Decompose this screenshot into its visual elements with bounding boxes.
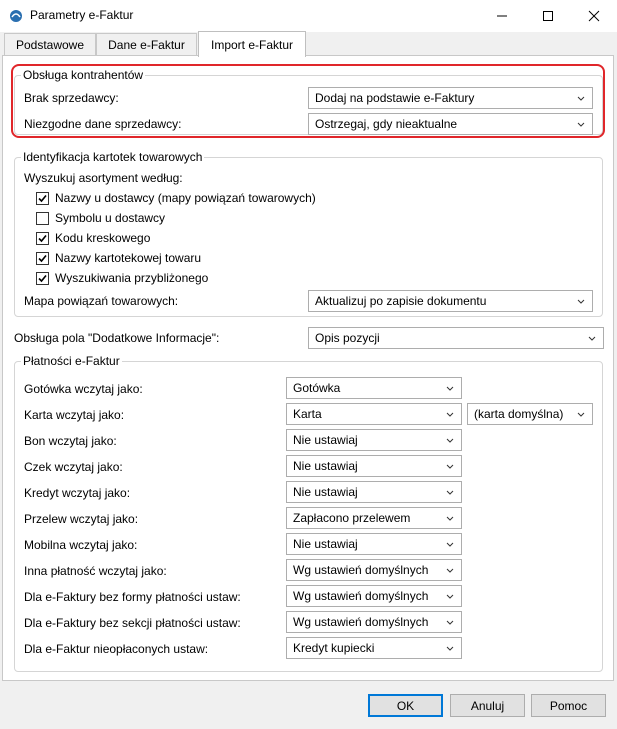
chevron-down-icon <box>576 296 586 306</box>
help-button[interactable]: Pomoc <box>531 694 606 717</box>
checkbox-barcode[interactable] <box>36 232 49 245</box>
chevron-down-icon <box>445 617 455 627</box>
payment-no-form-select[interactable] <box>286 585 462 607</box>
payment-unpaid-select[interactable] <box>286 637 462 659</box>
payment-row-label: Inna płatność wczytaj jako: <box>24 564 167 578</box>
payment-row-label: Dla e-Faktury bez sekcji płatności ustaw: <box>24 616 241 630</box>
chevron-down-icon <box>445 539 455 549</box>
payment-other-select[interactable] <box>286 559 462 581</box>
highlight-frame <box>11 64 605 138</box>
chevron-down-icon <box>445 435 455 445</box>
app-icon <box>9 9 23 23</box>
payment-row-label: Karta wczytaj jako: <box>24 408 125 422</box>
extra-info-label: Obsługa pola "Dodatkowe Informacje": <box>14 331 220 345</box>
map-value: Aktualizuj po zapisie dokumentu <box>315 294 487 308</box>
payment-value: Wg ustawień domyślnych <box>293 589 429 603</box>
payment-transfer-select[interactable] <box>286 507 462 529</box>
checkbox-barcode-label: Kodu kreskowego <box>55 231 151 245</box>
close-button[interactable] <box>571 0 617 32</box>
chevron-down-icon <box>445 513 455 523</box>
payment-value: Wg ustawień domyślnych <box>293 563 429 577</box>
payment-value: Wg ustawień domyślnych <box>293 615 429 629</box>
window-title: Parametry e-Faktur <box>30 8 134 22</box>
payments-legend: Płatności e-Faktur <box>23 354 120 368</box>
chevron-down-icon <box>445 591 455 601</box>
chevron-down-icon <box>445 383 455 393</box>
close-icon <box>588 10 600 22</box>
checkbox-supplier-symbol-label: Symbolu u dostawcy <box>55 211 166 225</box>
payment-value: Nie ustawiaj <box>293 433 358 447</box>
minimize-icon <box>496 10 508 22</box>
maximize-button[interactable] <box>525 0 571 32</box>
payment-card-default-select[interactable] <box>467 403 593 425</box>
missing-seller-label: Brak sprzedawcy: <box>24 91 119 105</box>
chevron-down-icon <box>445 487 455 497</box>
payment-row-label: Kredyt wczytaj jako: <box>24 486 131 500</box>
checkbox-fuzzy-search-label: Wyszukiwania przybliżonego <box>55 271 209 285</box>
payment-row-label: Gotówka wczytaj jako: <box>24 382 143 396</box>
checkmark-icon <box>37 193 48 204</box>
payment-value: Nie ustawiaj <box>293 459 358 473</box>
checkmark-icon <box>37 273 48 284</box>
payment-row-label: Dla e-Faktury bez formy płatności ustaw: <box>24 590 241 604</box>
checkbox-item-name[interactable] <box>36 252 49 265</box>
payment-value: Zapłacono przelewem <box>293 511 411 525</box>
payment-row-label: Mobilna wczytaj jako: <box>24 538 138 552</box>
payment-row-label: Bon wczytaj jako: <box>24 434 117 448</box>
extra-info-select[interactable] <box>308 327 604 349</box>
cancel-button[interactable]: Anuluj <box>450 694 525 717</box>
map-select[interactable] <box>308 290 593 312</box>
payment-value: Nie ustawiaj <box>293 537 358 551</box>
minimize-button[interactable] <box>479 0 525 32</box>
tab-podstawowe[interactable]: Podstawowe <box>4 33 96 55</box>
maximize-icon <box>542 10 554 22</box>
checkbox-item-name-label: Nazwy kartotekowej towaru <box>55 251 202 265</box>
checkmark-icon <box>37 233 48 244</box>
payment-value: Kredyt kupiecki <box>293 641 375 655</box>
chevron-down-icon <box>587 333 597 343</box>
payment-no-section-select[interactable] <box>286 611 462 633</box>
payment-row-label: Czek wczytaj jako: <box>24 460 123 474</box>
tab-dane-efaktur[interactable]: Dane e-Faktur <box>96 33 197 55</box>
chevron-down-icon <box>445 643 455 653</box>
tab-import-efaktur[interactable]: Import e-Faktur <box>198 31 306 57</box>
payment-cheque-select[interactable] <box>286 455 462 477</box>
checkbox-supplier-name[interactable] <box>36 192 49 205</box>
payment-credit-select[interactable] <box>286 481 462 503</box>
items-legend: Identyfikacja kartotek towarowych <box>23 150 203 164</box>
payment-voucher-select[interactable] <box>286 429 462 451</box>
search-by-label: Wyszukuj asortyment według: <box>24 171 183 185</box>
chevron-down-icon <box>445 565 455 575</box>
payment-value: Karta <box>293 407 322 421</box>
payment-mobile-select[interactable] <box>286 533 462 555</box>
payment-row-label: Dla e-Faktur nieopłaconych ustaw: <box>24 642 209 656</box>
mismatch-value: Ostrzegaj, gdy nieaktualne <box>315 117 458 131</box>
chevron-down-icon <box>576 409 586 419</box>
extra-info-value: Opis pozycji <box>315 331 380 345</box>
chevron-down-icon <box>445 461 455 471</box>
ok-button[interactable]: OK <box>368 694 443 717</box>
map-label: Mapa powiązań towarowych: <box>24 294 179 308</box>
checkmark-icon <box>37 253 48 264</box>
checkbox-supplier-symbol[interactable] <box>36 212 49 225</box>
payment-card-default-value: (karta domyślna) <box>474 407 564 421</box>
payment-value: Gotówka <box>293 381 341 395</box>
contractors-legend: Obsługa kontrahentów <box>23 68 144 82</box>
checkbox-supplier-name-label: Nazwy u dostawcy (mapy powiązań towarowych) <box>55 191 316 205</box>
payment-card-select[interactable] <box>286 403 462 425</box>
chevron-down-icon <box>445 409 455 419</box>
payment-value: Nie ustawiaj <box>293 485 358 499</box>
payment-cash-select[interactable] <box>286 377 462 399</box>
payment-row-label: Przelew wczytaj jako: <box>24 512 139 526</box>
missing-seller-value: Dodaj na podstawie e-Faktury <box>315 91 475 105</box>
mismatch-label: Niezgodne dane sprzedawcy: <box>24 117 182 131</box>
checkbox-fuzzy-search[interactable] <box>36 272 49 285</box>
